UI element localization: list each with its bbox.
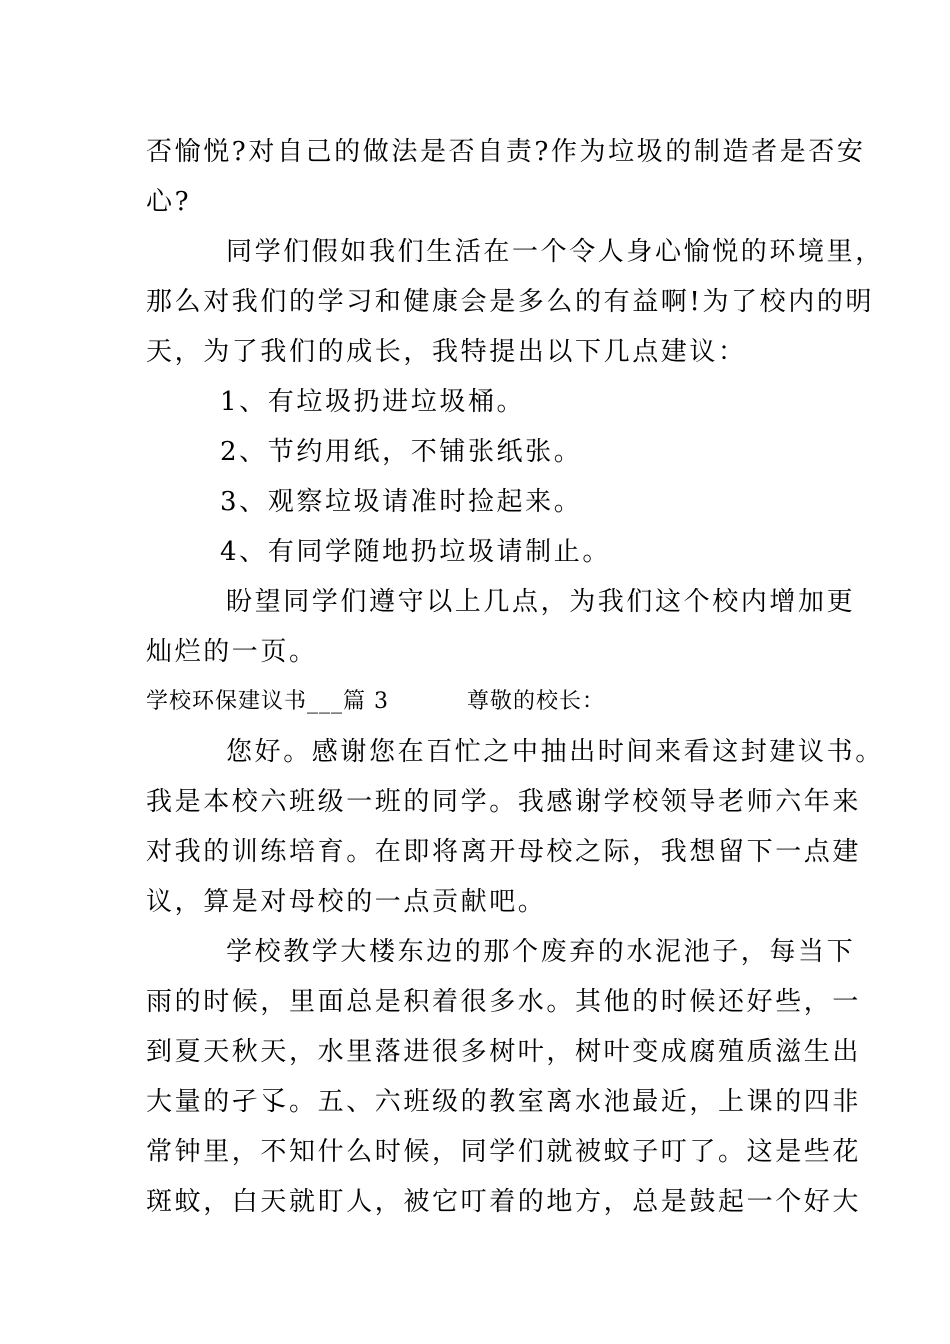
text-line: 否愉悦?对自己的做法是否自责?作为垃圾的制造者是否安: [146, 137, 866, 167]
list-item: 4、有同学随地扔垃圾请制止。: [220, 537, 611, 567]
paragraph-start: 您好。感谢您在百忙之中抽出时间来看这封建议书。: [226, 737, 884, 767]
text-line: 斑蚊，白天就盯人，被它叮着的地方，总是鼓起一个好大: [146, 1187, 862, 1217]
list-item: 1、有垃圾扔进垃圾桶。: [220, 387, 526, 417]
text-line: 那么对我们的学习和健康会是多么的有益啊!为了校内的明: [146, 287, 875, 317]
text-line: 心?: [146, 187, 192, 217]
text-line: 常钟里，不知什么时候，同学们就被蚊子叮了。这是些花: [146, 1137, 862, 1167]
text-line: 天，为了我们的成长，我特提出以下几点建议：: [146, 337, 747, 367]
text-line: 到夏天秋天，水里落进很多树叶，树叶变成腐殖质滋生出: [146, 1037, 862, 1067]
text-line: 灿烂的一页。: [146, 637, 318, 667]
paragraph-start: 盼望同学们遵守以上几点，为我们这个校内增加更: [226, 587, 856, 617]
text-line: 我是本校六班级一班的同学。我感谢学校领导老师六年来: [146, 787, 862, 817]
list-item: 2、节约用纸，不铺张纸张。: [220, 437, 583, 467]
section-title: 学校环保建议书___篇 3: [146, 689, 389, 714]
text-line: 议，算是对母校的一点贡献吧。: [146, 887, 547, 917]
section-heading: [146, 687, 605, 717]
text-line: 雨的时候，里面总是积着很多水。其他的时候还好些，一: [146, 987, 862, 1017]
salutation: 尊敬的校长：: [467, 689, 606, 714]
list-item: 3、观察垃圾请准时捡起来。: [220, 487, 583, 517]
paragraph-start: 同学们假如我们生活在一个令人身心愉悦的环境里，: [226, 237, 884, 267]
paragraph-start: 学校教学大楼东边的那个废弃的水泥池子，每当下: [226, 937, 856, 967]
text-line: 大量的孑孓。五、六班级的教室离水池最近，上课的四非: [146, 1087, 862, 1117]
text-line: 对我的训练培育。在即将离开母校之际，我想留下一点建: [146, 837, 862, 867]
